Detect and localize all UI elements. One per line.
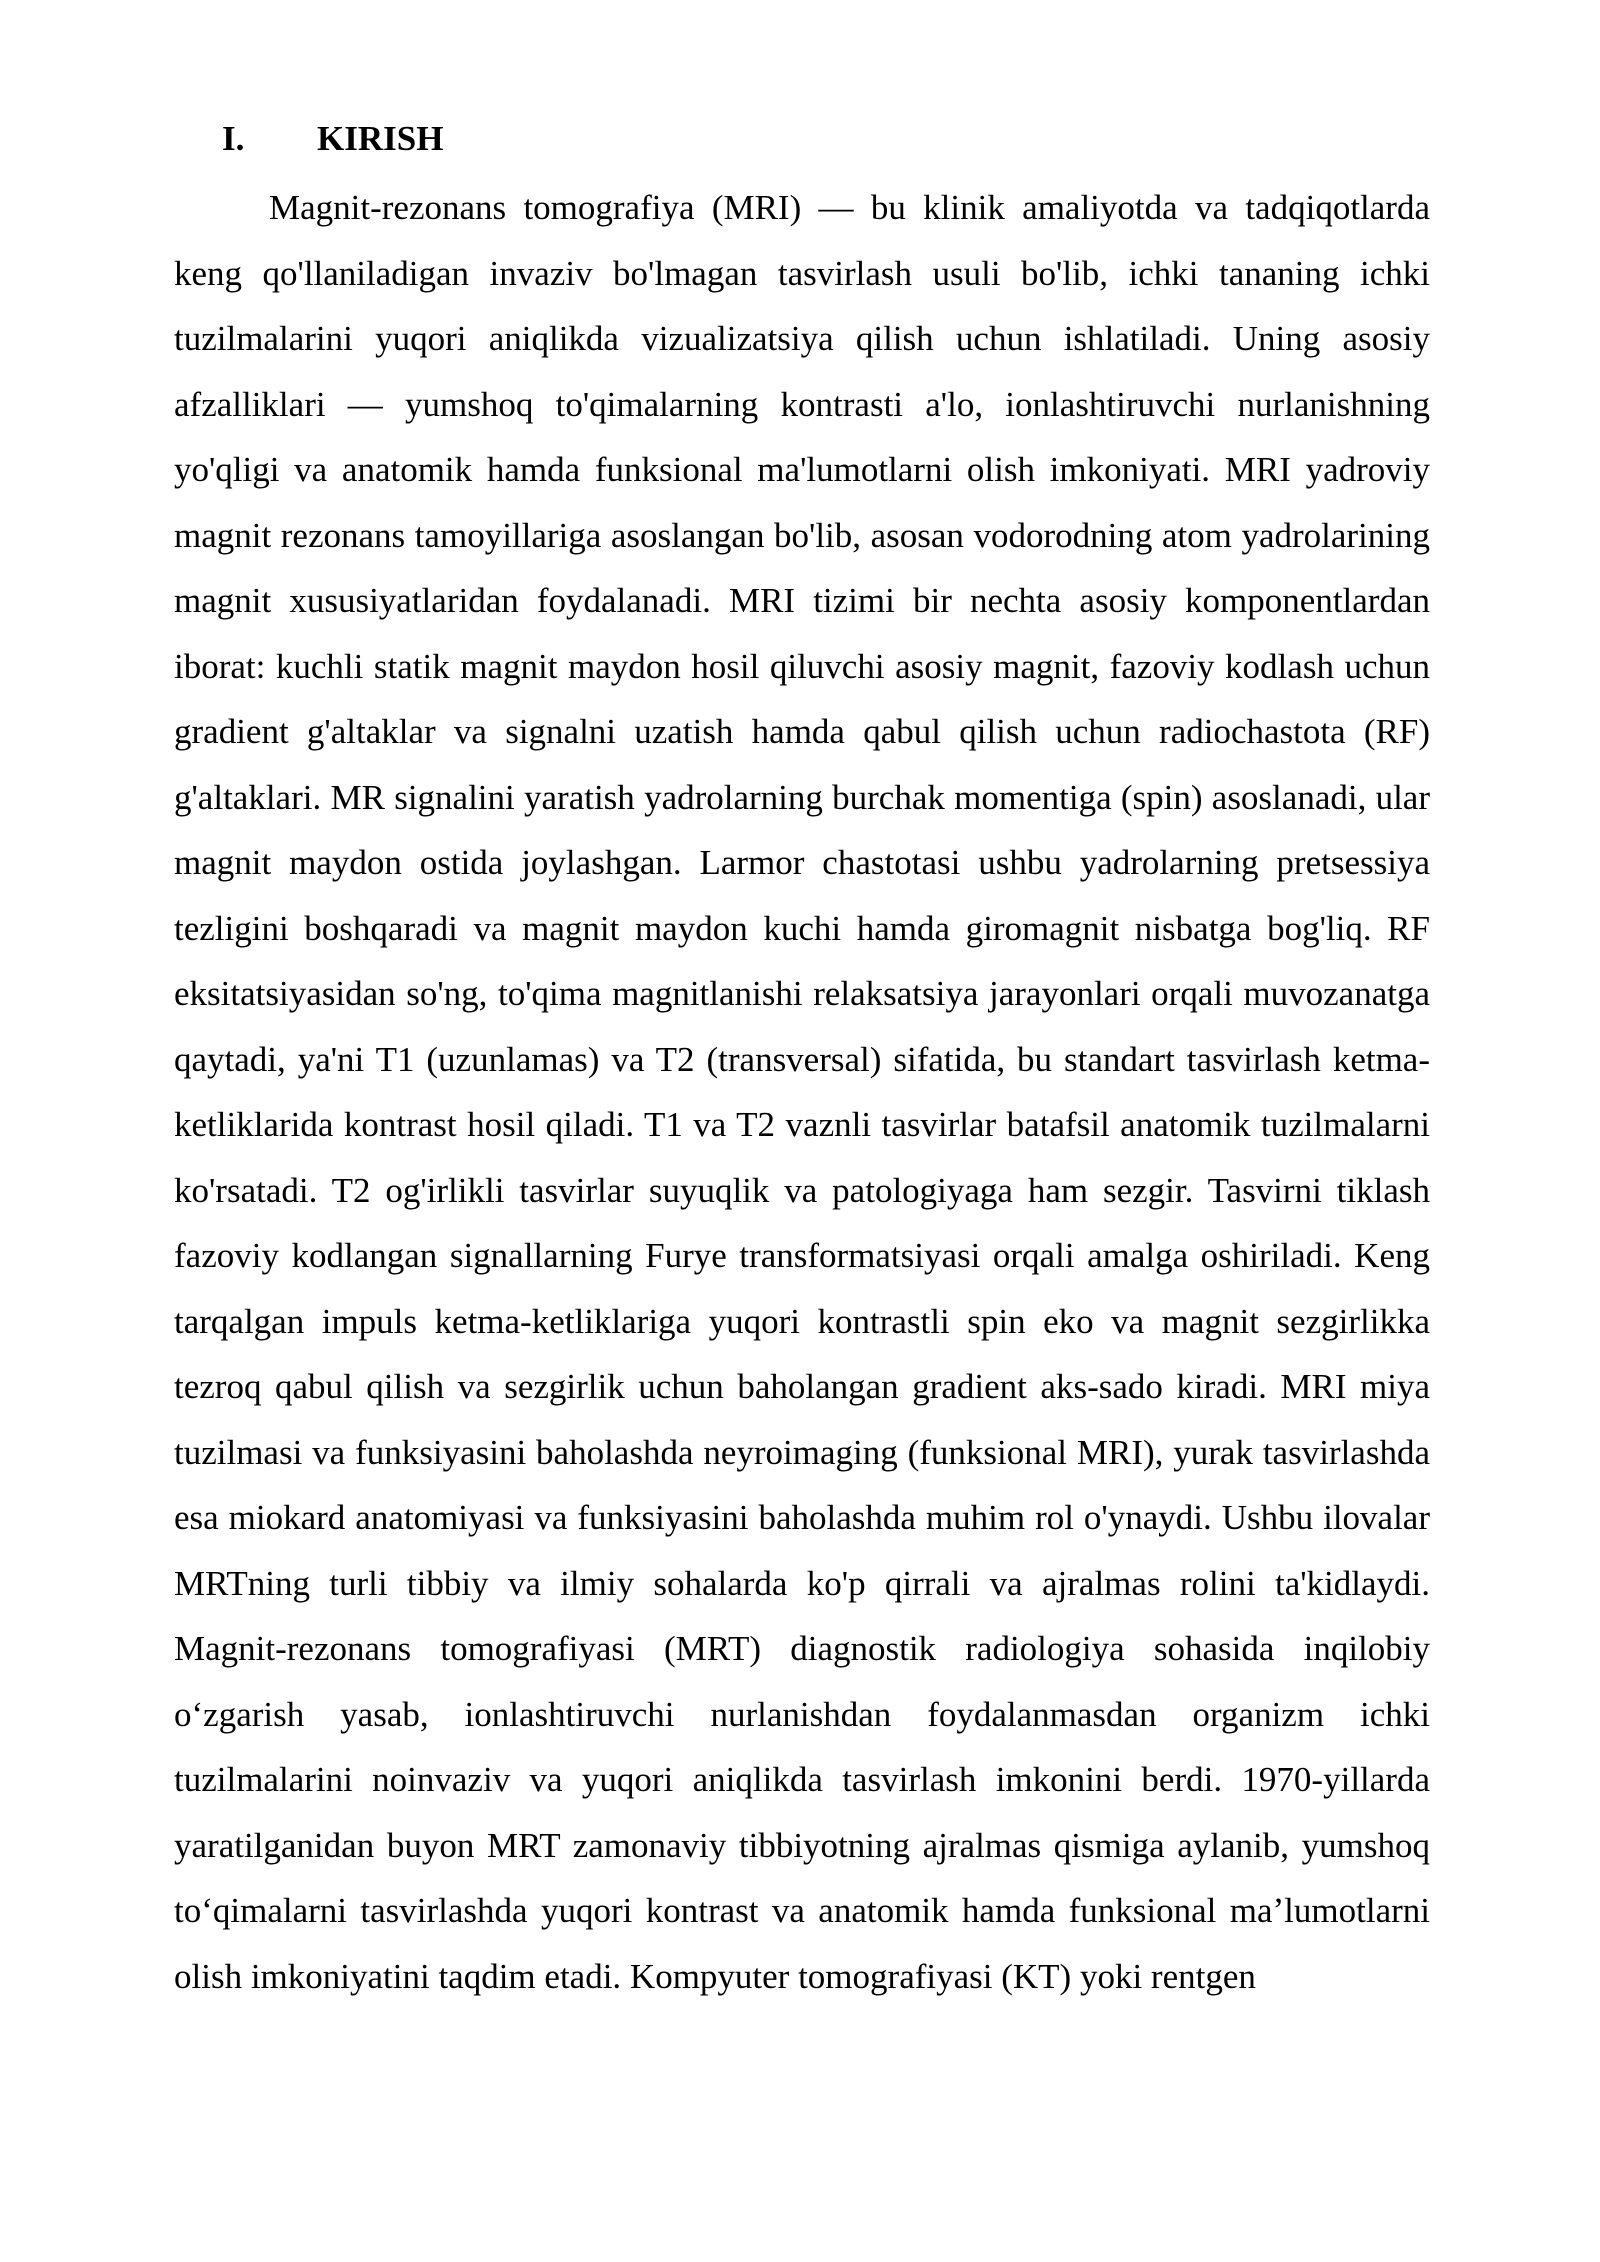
body-paragraph: Magnit-rezonans tomografiya (MRI) — bu klinik amaliyotda va tadqiqotlarda keng qo'llaniladigan invaziv bo'lmagan tasvirlash usuli bo'lib, ichki tananing ichki tuzilmalarini yuqori aniqlikda vizualizatsiya qilish uchun ishlatiladi. Uning asosiy afzalliklari — yumshoq to'qimalarning kontrasti a'lo, ionlashtiruvchi nurlanishning yo'qligi va anatomik hamda funksional ma'lumotlarni olish imkoniyati. MRI yadroviy magnit rezonans tamoyillariga asoslangan bo'lib, asosan vodorodning atom yadrolarining magnit xususiyatlaridan foydalanadi. MRI tizimi bir nechta asosiy komponentlardan iborat: kuchli statik magnit maydon hosil qiluvchi asosiy magnit, fazoviy kodlash uchun gradient g'altaklar va signalni uzatish hamda qabul qilish uchun radiochastota (RF) g'altaklari. MR signalini yaratish yadrolarning burchak momentiga (spin) asoslanadi, ular magnit maydon ostida joylashgan. Larmor chastotasi ushbu yadrolarning pretsessiya tezligini boshqaradi va magnit maydon kuchi hamda giromagnit nisbatga bog'liq. RF eksitatsiyasidan so'ng, to'qima magnitlanishi relaksatsiya jarayonlari orqali muvozanatga qaytadi, ya'ni T1 (uzunlamas) va T2 (transversal) sifatida, bu standart tasvirlash ketma-ketliklarida kontrast hosil qiladi. T1 va T2 vaznli tasvirlar batafsil anatomik tuzilmalarni ko'rsatadi. T2 og'irlikli tasvirlar suyuqlik va patologiyaga ham sezgir. Tasvirni tiklash fazoviy kodlangan signallarning Furye transformatsiyasi orqali amalga oshiriladi. Keng tarqalgan impuls ketma-ketliklariga yuqori kontrastli spin eko va magnit sezgirlikka tezroq qabul qilish va sezgirlik uchun baholangan gradient aks-sado kiradi. MRI miya tuzilmasi va funksiyasini baholashda neyroimaging (funksional MRI), yurak tasvirlashda esa miokard anatomiyasi va funksiyasini baholashda muhim rol o'ynaydi. Ushbu ilovalar MRTning turli tibbiy va ilmiy sohalarda ko'p qirrali va ajralmas rolini ta'kidlaydi. Magnit-rezonans tomografiyasi (MRT) diagnostik radiologiya sohasida inqilobiy oʻzgarish yasab, ionlashtiruvchi nurlanishdan foydalanmasdan organizm ichki tuzilmalarini noinvaziv va yuqori aniqlikda tasvirlash imkonini berdi. 1970-yillarda yaratilganidan buyon MRT zamonaviy tibbiyotning ajralmas qismiga aylanib, yumshoq toʻqimalarni tasvirlashda yuqori kontrast va anatomik hamda funksional maʼlumotlarni olish imkoniyatini taqdim etadi. Kompyuter tomografiyasi (KT) yoki rentgen bbox=[174, 188, 1430, 1996]
section-number: I. bbox=[222, 119, 245, 158]
section-title: KIRISH bbox=[317, 119, 444, 158]
section-heading bbox=[222, 114, 443, 164]
